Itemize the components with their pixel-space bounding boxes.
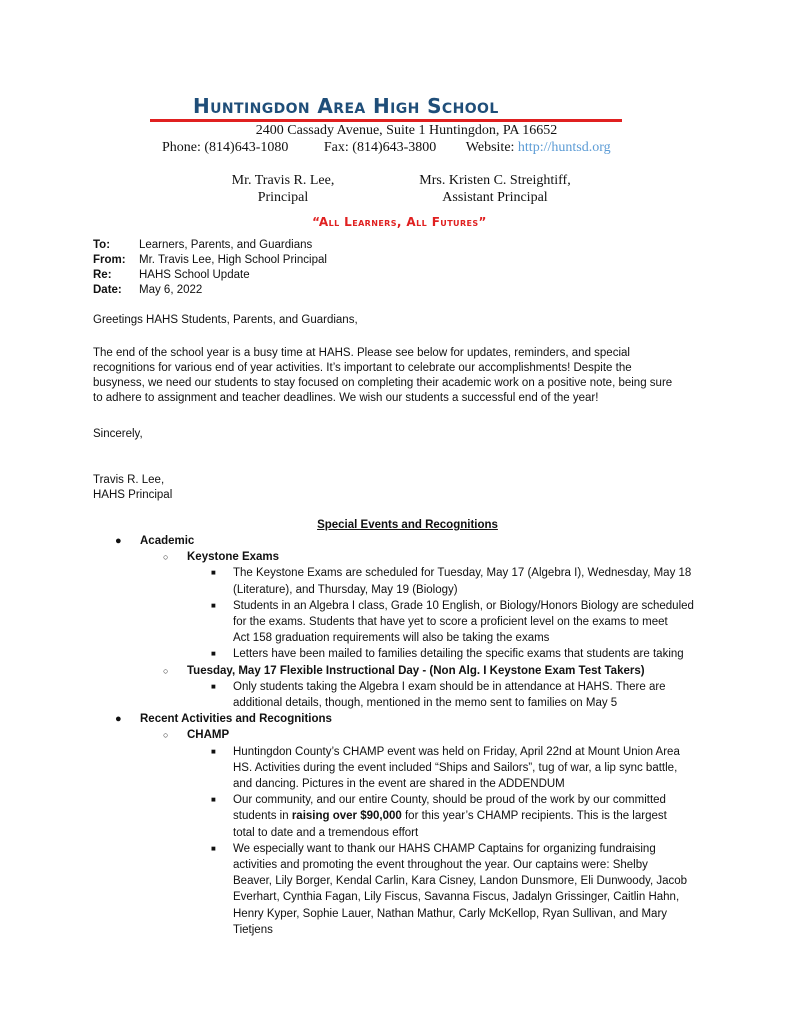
- list-item-flex-day: [0, 663, 791, 679]
- bullet-disc-icon: ●: [115, 713, 122, 726]
- item-line: We especially want to thank our HAHS CHAMP Captains for organizing fundraising: [233, 842, 656, 855]
- academic-label: Academic: [140, 535, 195, 547]
- item-line: and dancing. Pictures in the event are shared in the ADDENDUM: [233, 778, 565, 791]
- memo-to-value: Learners, Parents, and Guardians: [139, 239, 313, 251]
- website-label: Website:: [465, 140, 515, 155]
- website-link[interactable]: http://huntsd.org: [517, 140, 611, 155]
- assistant-principal-title: Assistant Principal: [442, 190, 548, 205]
- list-item: [0, 679, 733, 711]
- paragraph-line: to adhere to assignment and teacher deadlines. We wish our students a successful end of the year!: [93, 392, 599, 404]
- bullet-square-icon: ■: [211, 843, 216, 853]
- list-item: [0, 744, 733, 793]
- paragraph-line: The end of the school year is a busy time at HAHS. Please see below for updates, reminders, and special: [93, 347, 630, 359]
- fax-number: (814)643-3800: [352, 140, 437, 155]
- paragraph-line: recognitions for various end of year activities. It’s important to celebrate our accomplishments! Despite the: [93, 362, 632, 374]
- principal-title: Principal: [257, 190, 309, 205]
- item-line: for the exams. Students that have yet to score a proficient level on the exams to meet: [233, 616, 668, 629]
- phone-label: Phone:: [162, 140, 201, 155]
- memo-date-value: May 6, 2022: [139, 284, 203, 296]
- item-line: Huntingdon County’s CHAMP event was held on Friday, April 22nd at Mount Union Area: [233, 745, 680, 758]
- item-line: total to date and a tremendous effort: [233, 826, 419, 839]
- item-line: Tietjens: [233, 923, 273, 936]
- paragraph-line: busyness, we need our students to stay focused on completing their academic work on a positive note, being sure: [93, 377, 673, 389]
- list-item-champ: [0, 727, 791, 743]
- list-item: [0, 792, 733, 841]
- closing: Sincerely,: [93, 428, 143, 440]
- principal-name: Mr. Travis R. Lee,: [231, 173, 335, 188]
- memo-date-label: Date:: [93, 284, 122, 296]
- item-line: activities and promoting the event throughout the year. Our captains were: Shelby: [233, 859, 648, 872]
- item-line: Act 158 graduation requirements will also be taking the exams: [233, 632, 550, 645]
- greeting: Greetings HAHS Students, Parents, and Guardians,: [93, 314, 358, 326]
- item-line: additional details, though, mentioned in the memo sent to families on May 5: [233, 697, 618, 710]
- fundraising-total: raising over $90,000: [291, 810, 402, 823]
- item-line: The Keystone Exams are scheduled for Tuesday, May 17 (Algebra I), Wednesday, May 18: [233, 567, 692, 580]
- intro-paragraph: [93, 346, 713, 406]
- memo-from-label: From:: [93, 254, 126, 266]
- memo-re-label: Re:: [93, 269, 112, 281]
- bullet-square-icon: ■: [211, 568, 216, 578]
- list-item: [0, 841, 733, 938]
- item-line: (Literature), and Thursday, May 19 (Biology): [233, 583, 458, 596]
- item-line: Students in an Algebra I class, Grade 10 English, or Biology/Honors Biology are scheduled: [233, 599, 694, 612]
- bullet-circle-icon: ○: [163, 552, 169, 563]
- memo-re-row: [93, 268, 327, 283]
- school-address: 2400 Cassady Avenue, Suite 1 Huntingdon, PA 16652: [255, 123, 558, 138]
- bullet-circle-icon: ○: [163, 730, 169, 741]
- memo-from-value: Mr. Travis Lee, High School Principal: [139, 254, 327, 266]
- memo-re-value: HAHS School Update: [139, 269, 250, 281]
- memo-from-row: [93, 253, 327, 268]
- memo-header: [93, 238, 327, 298]
- memo-date-row: [93, 283, 327, 298]
- bullet-circle-icon: ○: [163, 665, 169, 676]
- bullet-square-icon: ■: [211, 649, 216, 659]
- phone-number: (814)643-1080: [204, 140, 289, 155]
- contact-line: [162, 139, 611, 156]
- list-item: [0, 565, 733, 597]
- principal-block: [218, 172, 348, 206]
- item-text: students in: [233, 810, 292, 823]
- bullet-square-icon: ■: [211, 681, 216, 691]
- item-line: Our community, and our entire County, should be proud of the work by our committed: [233, 794, 666, 807]
- bullet-disc-icon: ●: [115, 535, 122, 547]
- section-title: Special Events and Recognitions: [317, 519, 498, 531]
- item-line: Henry Kyper, Sophie Lauer, Nathan Mathur, Carly McKellop, Ryan Sullivan, and Mary: [233, 907, 668, 920]
- list-item: [0, 646, 733, 662]
- bullet-square-icon: ■: [211, 600, 216, 610]
- item-line: Only students taking the Algebra I exam should be in attendance at HAHS. There are: [233, 680, 666, 693]
- events-list: [0, 533, 791, 938]
- signer-title: HAHS Principal: [93, 489, 173, 501]
- list-item-keystone: [0, 549, 791, 565]
- list-item-recent: [0, 711, 791, 727]
- recent-label: Recent Activities and Recognitions: [140, 713, 332, 726]
- bullet-square-icon: ■: [211, 795, 216, 805]
- signature-block: [93, 473, 713, 503]
- school-motto: “All Learners, All Futures”: [312, 215, 487, 229]
- flex-day-label: Tuesday, May 17 Flexible Instructional Day - (Non Alg. I Keystone Exam Test Takers): [187, 664, 645, 677]
- item-line: Beaver, Lily Borger, Kendal Carlin, Kara Cisney, Landon Dunsmore, Eli Dunwoody, Jacob: [233, 875, 688, 888]
- assistant-principal-block: [400, 172, 590, 206]
- assistant-principal-name: Mrs. Kristen C. Streightiff,: [419, 173, 571, 188]
- champ-label: CHAMP: [187, 729, 230, 742]
- keystone-label: Keystone Exams: [187, 551, 280, 564]
- list-item-academic: [0, 533, 791, 549]
- signer-name: Travis R. Lee,: [93, 474, 165, 486]
- item-line: [233, 808, 733, 824]
- list-item: [0, 598, 733, 647]
- item-line: Letters have been mailed to families detailing the specific exams that students are taking: [233, 648, 684, 661]
- item-text: for this year’s CHAMP recipients. This is the largest: [401, 810, 667, 823]
- item-line: Everhart, Cynthia Fagan, Lily Fiscus, Savanna Fiscus, Jadalyn Grissinger, Caitlin Hahn,: [233, 891, 680, 904]
- fax-label: Fax:: [323, 140, 349, 155]
- school-name-heading: Huntingdon Area High School: [193, 94, 499, 118]
- memo-to-label: To:: [93, 239, 111, 251]
- bullet-square-icon: ■: [211, 746, 216, 756]
- memo-to-row: [93, 238, 327, 253]
- item-line: HS. Activities during the event included “Ships and Sailors”, tug of war, a lip sync battle,: [233, 761, 678, 774]
